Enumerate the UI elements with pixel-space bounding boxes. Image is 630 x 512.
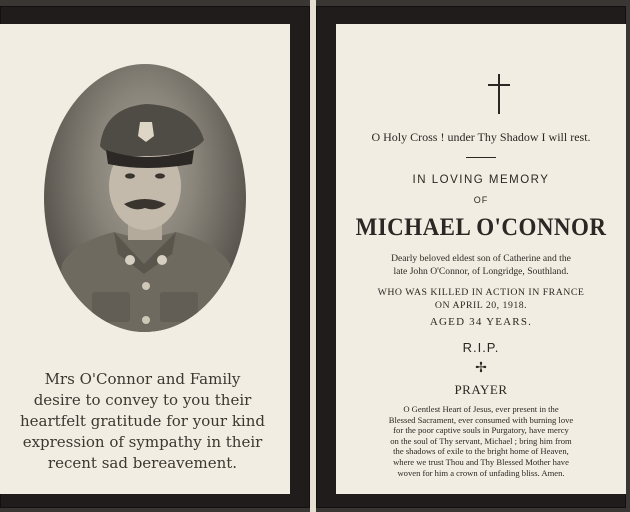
tribute-line: desire to convey to you their xyxy=(33,391,252,409)
tribute-line: expression of sympathy in their xyxy=(22,433,263,451)
left-card xyxy=(0,24,290,494)
prayer-text xyxy=(336,404,626,478)
memorial-heading: IN LOVING MEMORY xyxy=(412,174,550,186)
killed-line: WHO WAS KILLED IN ACTION IN FRANCE xyxy=(377,287,585,298)
prayer-line: for the poor captive souls in Purgatory, have mercy xyxy=(393,425,569,436)
age: AGED 34 YEARS. xyxy=(429,316,533,328)
prayer-line: woven for him a crown of unfading bliss. Amen. xyxy=(397,467,565,478)
tribute-line: Mrs O'Connor and Family xyxy=(44,370,241,388)
prayer-line: Blessed Sacrament, ever consumed with burning love xyxy=(388,414,574,425)
prayer-title: PRAYER xyxy=(454,382,508,397)
divider xyxy=(466,157,496,158)
prayer-line: on the soul of Thy servant, Michael ; bring him from xyxy=(390,435,572,446)
left-panel xyxy=(0,6,310,508)
description-line: Dearly beloved eldest son of Catherine and the xyxy=(391,253,571,264)
cross-icon xyxy=(484,72,514,116)
tribute-line: heartfelt gratitude for your kind xyxy=(20,412,265,430)
prayer-line: O Gentlest Heart of Jesus, ever present in the xyxy=(403,404,559,414)
deceased-name: MICHAEL O'CONNOR xyxy=(355,214,607,241)
tribute-line: recent sad bereavement. xyxy=(47,454,238,472)
killed-line: ON APRIL 20, 1918. xyxy=(434,300,528,311)
right-panel xyxy=(316,6,626,508)
prayer-line: where we trust Thou and Thy Blessed Mother have xyxy=(393,456,569,467)
right-card xyxy=(336,24,626,494)
small-cross-icon: ✢ xyxy=(475,361,487,376)
motto: O Holy Cross ! under Thy Shadow I will rest. xyxy=(371,130,591,144)
family-description xyxy=(336,252,626,278)
portrait-illustration xyxy=(44,64,246,332)
prayer-line: the shadows of exile to the bright home of Heaven, xyxy=(393,446,569,457)
rip: R.I.P. xyxy=(462,340,500,355)
soldier-portrait-photo xyxy=(44,64,246,332)
tribute-message xyxy=(10,369,275,474)
of-label: OF xyxy=(473,195,489,205)
description-line: late John O'Connor, of Longridge, Southland. xyxy=(393,266,569,277)
killed-in-action xyxy=(336,286,626,312)
